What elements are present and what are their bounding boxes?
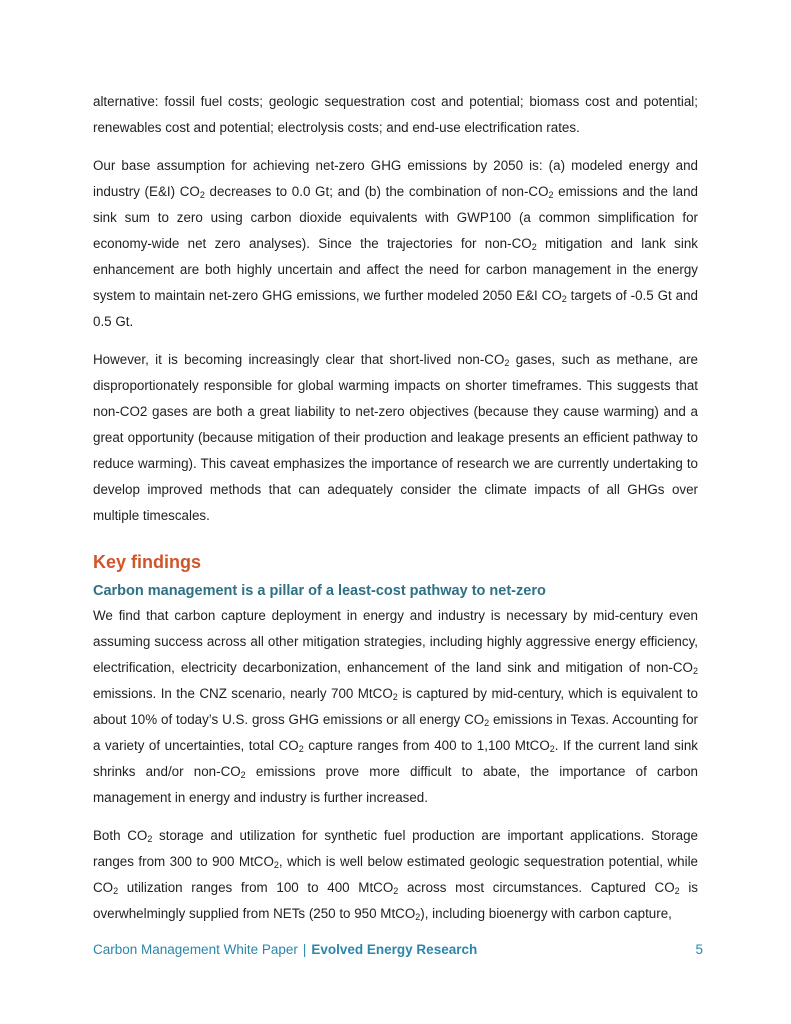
paragraph-carbon-capture: We find that carbon capture deployment in energy and industry is necessary by mid-century even assuming success across all other mitigation strategies, including highly aggressive energy efficiency, electrification, electricity decarbonization, enhancement of the land sink and mitigation of non-$CO_2$ emissions. In the CNZ scenario, nearly 700 MtCO$_2$ is captured by mid-century, which is equivalent to about 10% of today’s U.S. gross GHG emissions or all energy $CO_2$ emissions in Texas. Accounting for a variety of uncertainties, total $CO_2$ capture ranges from 400 to 1,100 MtCO$_2$. If the current land sink shrinks and/or non-$CO_2$ emissions prove more difficult to abate, the importance of carbon management in energy and industry is further increased. bbox=[93, 608, 698, 805]
footer-separator: | bbox=[302, 942, 307, 957]
paragraph-storage-utilization: Both $CO_2$ storage and utilization for synthetic fuel production are important applications. Storage ranges from 300 to 900 MtCO$_2$, which is well below estimated geologic sequestration potential, while $CO_2$ utilization ranges from 100 to 400 MtCO$_2$ across most circumstances. Captured $CO_2$ is overwhelmingly supplied from NETs (250 to 950 MtCO$_2$), including bioenergy with carbon capture, bbox=[93, 828, 699, 922]
paragraph-short-lived-gases: However, it is becoming increasingly clear that short-lived non-$CO_2$ gases, such as methane, are disproportionately responsible for global warming impacts on shorter timeframes. This suggests that non-CO2 gases are both a great liability to net-zero objectives (because they cause warming) and a great opportunity (because mitigation of their production and leakage presents an efficient pathway to reduce warming). This caveat emphasizes the importance of research we are currently undertaking to develop improved methods that can adequately consider the climate impacts of all GHGs over multiple timescales. bbox=[93, 352, 699, 523]
subsection-heading-carbon-management: Carbon management is a pillar of a least-cost pathway to net-zero bbox=[93, 583, 546, 599]
page-footer bbox=[93, 941, 703, 959]
section-heading-key-findings: Key findings bbox=[93, 552, 202, 572]
paragraph-base-assumption: Our base assumption for achieving net-zero GHG emissions by 2050 is: (a) modeled energy and industry (E&I) $CO_2$ decreases to 0.0 Gt; and (b) the combination of non-$CO_2$ emissions and the land sink sum to zero using carbon dioxide equivalents with GWP100 (a common simplification for economy-wide net zero analyses). Since the trajectories for non-$CO_2$ mitigation and lank sink enhancement are both highly uncertain and affect the need for carbon management in the energy system to maintain net-zero GHG emissions, we further modeled 2050 E&I $CO_2$ targets of -0.5 Gt and 0.5 Gt. bbox=[93, 158, 698, 329]
page-body bbox=[93, 89, 698, 927]
page-number: 5 bbox=[695, 942, 703, 957]
footer-left bbox=[93, 941, 477, 959]
footer-org: Evolved Energy Research bbox=[311, 942, 478, 957]
paragraph-continued: alternative: fossil fuel costs; geologic sequestration cost and potential; biomass cost and potential; renewables cost and potential; electrolysis costs; and end-use electrification rates. bbox=[93, 94, 698, 135]
footer-doc-title: Carbon Management White Paper bbox=[93, 942, 298, 957]
